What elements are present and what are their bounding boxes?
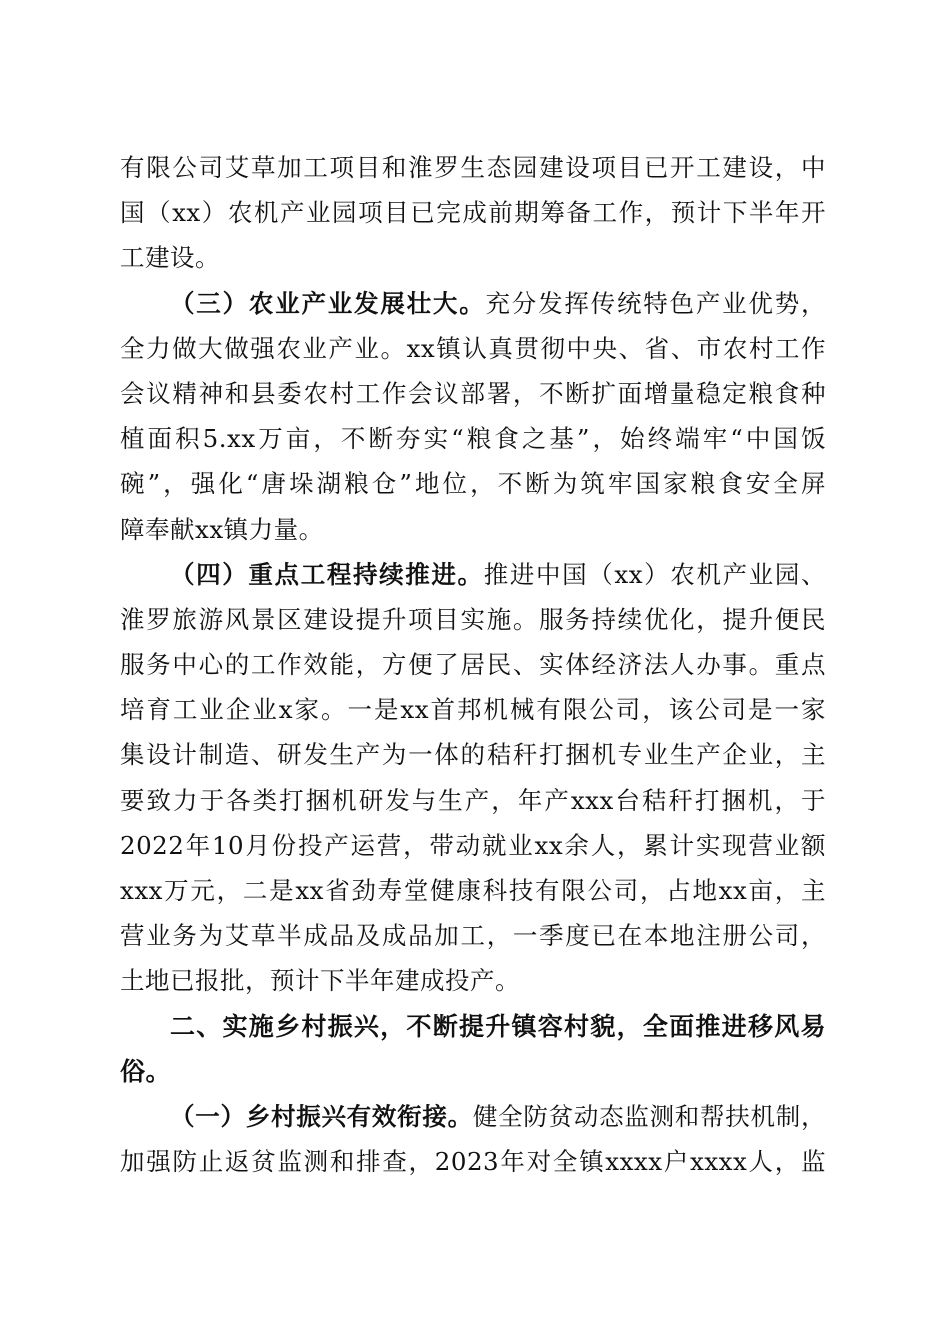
paragraph-line: 集设计制造、研发生产为一体的秸秆打捆机专业生产企业，主 (120, 740, 826, 770)
subsection-heading: （四）重点工程持续推进。 (170, 559, 484, 589)
paragraph-line: 加强防止返贫监测和排查，2023年对全镇xxxx户xxxx人，监 (120, 1147, 826, 1177)
paragraph-line: 全力做大做强农业产业。xx镇认真贯彻中央、省、市农村工作 (120, 333, 826, 363)
paragraph-first-line (120, 552, 826, 597)
paragraph-line: 国（xx）农机产业园项目已完成前期筹备工作，预计下半年开 (120, 198, 826, 228)
paragraph-line: 有限公司艾草加工项目和淮罗生态园建设项目已开工建设，中 (120, 153, 826, 182)
paragraph-line: 淮罗旅游风景区建设提升项目实施。服务持续优化，提升便民 (120, 604, 826, 634)
paragraph-line: 营业务为艾草半成品及成品加工，一季度已在本地注册公司， (120, 921, 826, 951)
paragraph-line: 障奉献xx镇力量。 (120, 514, 324, 544)
paragraph-text: 推进中国（xx）农机产业园、 (483, 559, 827, 589)
paragraph-line: 工建设。 (120, 243, 220, 273)
paragraph-line: 土地已报批，预计下半年建成投产。 (120, 966, 520, 996)
paragraph-line: 2022年10月份投产运营，带动就业xx余人，累计实现营业额 (120, 830, 826, 860)
paragraph-text: 健全防贫动态监测和帮扶机制， (472, 1101, 827, 1131)
paragraph-line: 要致力于各类打捆机研发与生产，年产xxx台秸秆打捆机，于 (120, 785, 826, 815)
document-body (120, 145, 826, 1184)
paragraph-line: 碗”，强化“唐垛湖粮仓”地位，不断为筑牢国家粮食安全屏 (120, 469, 826, 499)
paragraph-first-line (120, 1094, 826, 1139)
section-title: 二、实施乡村振兴，不断提升镇容村貌，全面推进移风易 (170, 1011, 826, 1041)
subsection-heading: （三）农业产业发展壮大。 (170, 288, 486, 318)
section-title-continuation: 俗。 (120, 1056, 172, 1086)
paragraph-line: 会议精神和县委农村工作会议部署，不断扩面增量稳定粮食种 (120, 378, 826, 408)
subsection-heading: （一）乡村振兴有效衔接。 (170, 1101, 473, 1131)
paragraph-text: 充分发挥传统特色产业优势， (485, 288, 826, 318)
paragraph-line: 植面积5.xx万亩，不断夯实“粮食之基”，始终端牢“中国饭 (120, 424, 826, 454)
paragraph-first-line (120, 281, 826, 326)
paragraph-line: xxx万元，二是xx省劲寿堂健康科技有限公司，占地xx亩，主 (120, 876, 826, 905)
paragraph-line: 服务中心的工作效能，方便了居民、实体经济法人办事。重点 (120, 650, 826, 680)
paragraph-line: 培育工业企业x家。一是xx首邦机械有限公司，该公司是一家 (120, 695, 826, 725)
